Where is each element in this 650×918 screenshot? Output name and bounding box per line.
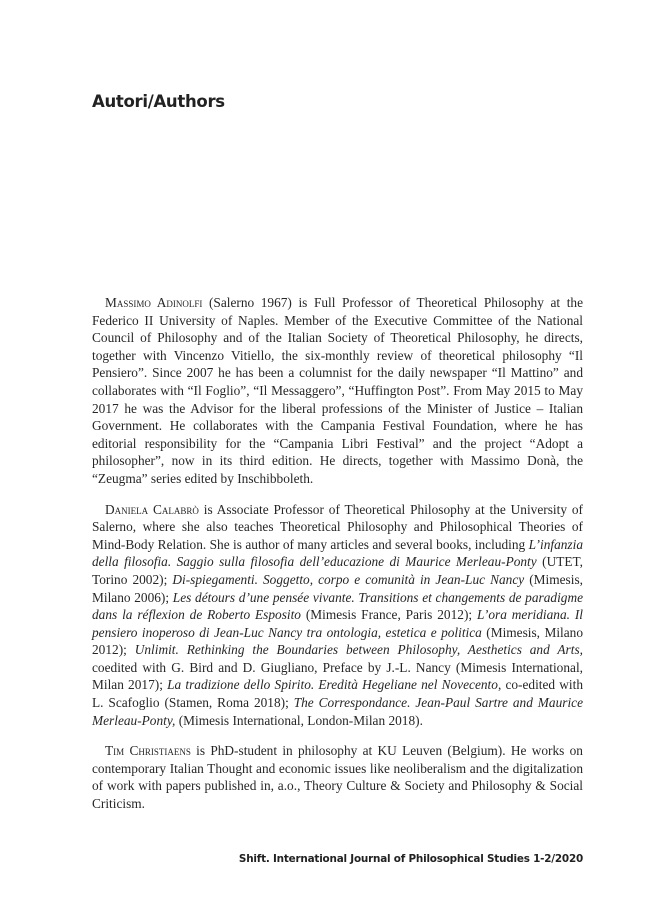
bio-text: (Mimesis France, Paris 2012); xyxy=(300,607,477,623)
bio-text: (Mimesis, Milano 2006); xyxy=(92,571,583,605)
book-title: La tradizione dello Spirito. Eredità Hegeliane nel Novecento xyxy=(167,677,498,693)
bio-text: coedited with G. Bird and D. Giugliano, Preface by J.-L. Nancy (Mimesis International, Milan 2017); xyxy=(92,659,583,693)
author-bio xyxy=(92,501,583,730)
bio-text: (UTET, Torino 2002); xyxy=(92,554,583,587)
bio-text: is PhD-student in philosophy at KU Leuven (Belgium). He works on contemporary Italian Thought and economic issues like neoliberalism and the digitalization of work with papers published in, a.o., Theory Culture & Society and Philosophy & Social Criticism. xyxy=(92,743,583,812)
bio-text: is Associate Professor of Theoretical Philosophy at the University of Salerno, where she also teaches Theoretical Philosophy and Philosophical Theories of Mind-Body Relation. She is author of many articles and several books, including xyxy=(92,501,583,552)
section-title: Autori/Authors xyxy=(92,92,225,111)
bio-text: (Mimesis, Milano 2012); xyxy=(92,624,583,658)
book-title: Di-spiegamenti. Soggetto, corpo e comunità in Jean-Luc Nancy xyxy=(172,571,525,587)
author-bios xyxy=(92,294,583,826)
book-title: Les détours d’une pensée vivante. Transitions et changements de paradigme dans la réflexion de Roberto Esposito xyxy=(92,589,584,623)
book-title: L’infanzia della filosofia. Saggio sulla filosofia dell’educazione di Maurice Merleau-Ponty xyxy=(92,536,583,570)
author-name: Daniela Calabrò xyxy=(105,501,199,517)
bio-text: (Salerno 1967) is Full Professor of Theoretical Philosophy at the Federico II University of Naples. Member of the Executive Committee of the National Council of Philosophy and of the Italian Society of Theoretical Philosophy, he directs, together with Vincenzo Vitiello, the six-monthly review of theoretical philosophy “Il Pensiero”. Since 2007 he has been a columnist for the daily newspaper “Il Mattino” and collaborates with “Il Foglio”, “Il Messaggero”, “Huffington Post”. From May 2015 to May 2017 he was the Advisor for the liberal professions of the Minister of Justice – Italian Government. He collaborates with the Campania Festival Foundation, where he has editorial responsibility for the “Campania Libri Festival” and the project “Adopt a philosopher”, now in its third edition. He directs, together with Massimo Donà, the “Zeugma” series edited by Inschibboleth. xyxy=(92,295,583,486)
author-name: Massimo Adinolfi xyxy=(105,295,203,310)
bio-text: (Mimesis International, London-Milan 2018). xyxy=(175,712,423,728)
book-title: The Correspondance. Jean-Paul Sartre and Maurice Merleau-Ponty, xyxy=(92,695,584,728)
book-title: L’ora meridiana. Il pensiero inoperoso di Jean-Luc Nancy tra ontologia, estetica e politica xyxy=(92,607,583,640)
bio-text: , co-edited with L. Scafoglio (Stamen, Roma 2018); xyxy=(92,677,584,711)
author-bio xyxy=(92,742,583,812)
book-title: Unlimit. Rethinking the Boundaries between Philosophy, Aesthetics and Arts, xyxy=(134,642,583,658)
author-bio xyxy=(92,294,583,488)
author-name: Tim Christiaens xyxy=(105,743,191,759)
running-footer: Shift. International Journal of Philosophical Studies 1-2/2020 xyxy=(238,853,583,865)
